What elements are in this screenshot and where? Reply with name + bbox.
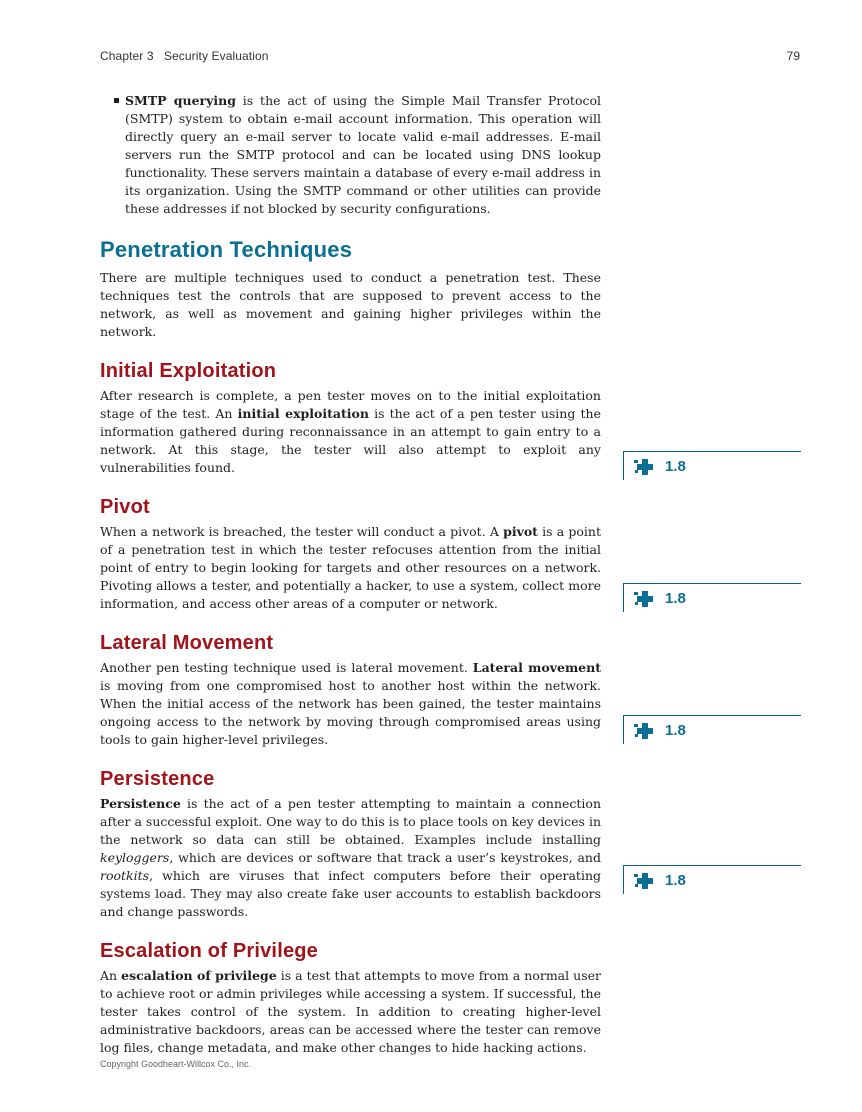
objective-number: 1.8: [665, 722, 686, 739]
term-initial-exploitation: initial exploitation: [237, 406, 369, 421]
bullet-text: is the act of using the Simple Mail Transfer Protocol (SMTP) system to obtain e-mail account information. This operation will directly query an e-mail server to locate valid e-mail addresses. E-mail servers run the SMTP protocol and can be located using DNS lookup functionality. These servers maintain a database of every e-mail address in its organization. Using the SMTP command or other utilities can provide these addresses if not blocked by security configurations.: [125, 93, 601, 216]
page-body: [100, 92, 601, 1075]
paragraph-initial-exploitation: [100, 387, 601, 477]
heading-lateral-movement: Lateral Movement: [100, 632, 274, 654]
term-smtp-querying: SMTP querying: [125, 93, 236, 108]
plus-objective-icon: [634, 590, 656, 608]
objective-number: 1.8: [665, 872, 686, 889]
plus-objective-icon: [634, 872, 656, 890]
margin-objective-ref: [623, 715, 801, 744]
plus-objective-icon: [634, 458, 656, 476]
chapter-label: Chapter 3: [100, 49, 154, 63]
heading-escalation-of-privilege: Escalation of Privilege: [100, 940, 319, 962]
bullet-square-icon: [114, 98, 119, 103]
page-number: 79: [786, 49, 800, 63]
term-escalation-of-privilege: escalation of privilege: [121, 968, 277, 983]
text-fragment: An: [100, 968, 122, 983]
term-persistence: Persistence: [100, 796, 181, 811]
paragraph-escalation: [100, 967, 601, 1057]
margin-objective-ref: [623, 583, 801, 612]
list-item: [100, 92, 601, 218]
heading-persistence: Persistence: [100, 768, 215, 790]
term-lateral-movement: Lateral movement: [472, 660, 601, 675]
text-fragment: is a point of a penetration test in which the tester refocuses attention from the initial point of entry to begin looking for targets and other resources on a network. Pivoting allows a tester, and potentially a hacker, to use a system, collect more information, and access other areas of a computer or network.: [100, 524, 601, 611]
text-fragment: is moving from one compromised host to another host within the network. When the initial access of the network has been gained, the tester maintains ongoing access to the network by moving through compromised areas using tools to gain higher-level privileges.: [100, 678, 601, 747]
term-pivot: pivot: [503, 524, 538, 539]
section-pivot: [100, 495, 601, 613]
paragraph-lateral-movement: [100, 659, 601, 749]
text-fragment: , which are devices or software that track a user’s keystrokes, and: [169, 850, 601, 865]
paragraph-pivot: [100, 523, 601, 613]
objective-number: 1.8: [665, 458, 686, 475]
heading-initial-exploitation: Initial Exploitation: [100, 360, 277, 382]
section-penetration-techniques: [100, 237, 601, 341]
text-fragment: , which are viruses that infect computers before their operating systems load. They may also create fake user accounts to establish backdoors and change passwords.: [100, 868, 601, 919]
margin-objective-ref: [623, 865, 801, 894]
text-fragment: is the act of a pen tester attempting to maintain a connection after a successful exploit. One way to do this is to place tools on key devices in the network so data can still be obtained. Examples include installing: [100, 796, 601, 847]
text-fragment: When a network is breached, the tester will conduct a pivot. A: [100, 524, 504, 539]
objective-number: 1.8: [665, 590, 686, 607]
paragraph-persistence: [100, 795, 601, 921]
section-escalation-of-privilege: [100, 939, 601, 1057]
heading-penetration-techniques: Penetration Techniques: [100, 237, 353, 262]
term-rootkits: rootkits: [100, 868, 150, 883]
text-fragment: Another pen testing technique used is lateral movement.: [100, 660, 473, 675]
section-persistence: [100, 767, 601, 921]
heading-pivot: Pivot: [100, 496, 150, 518]
term-keyloggers: keyloggers: [100, 850, 170, 865]
section-initial-exploitation: [100, 359, 601, 477]
chapter-title: Security Evaluation: [163, 49, 269, 63]
paragraph-penetration: There are multiple techniques used to conduct a penetration test. These techniques test the controls that are supposed to prevent access to the network, as well as movement and gaining higher privileges within the network.: [100, 270, 601, 339]
running-header: [100, 49, 269, 63]
margin-objective-ref: [623, 451, 801, 480]
plus-objective-icon: [634, 722, 656, 740]
section-lateral-movement: [100, 631, 601, 749]
text-fragment: is a test that attempts to move from a normal user to achieve root or admin privileges while accessing a system. If successful, the tester takes control of the system. In addition to creating higher-level administrative backdoors, areas can be accessed where the tester can remove log files, change metadata, and make other changes to hide hacking actions.: [100, 968, 602, 1055]
text-fragment: is the act of a pen tester using the information gathered during reconnaissance in an attempt to gain entry to a network. At this stage, the tester will also attempt to exploit any vulnerabilities found.: [100, 406, 601, 475]
copyright-footer: Copyright Goodheart-Willcox Co., Inc.: [100, 1059, 252, 1069]
text-fragment: After research is complete, a pen tester moves on to the initial exploitation stage of the test. An: [100, 388, 601, 421]
